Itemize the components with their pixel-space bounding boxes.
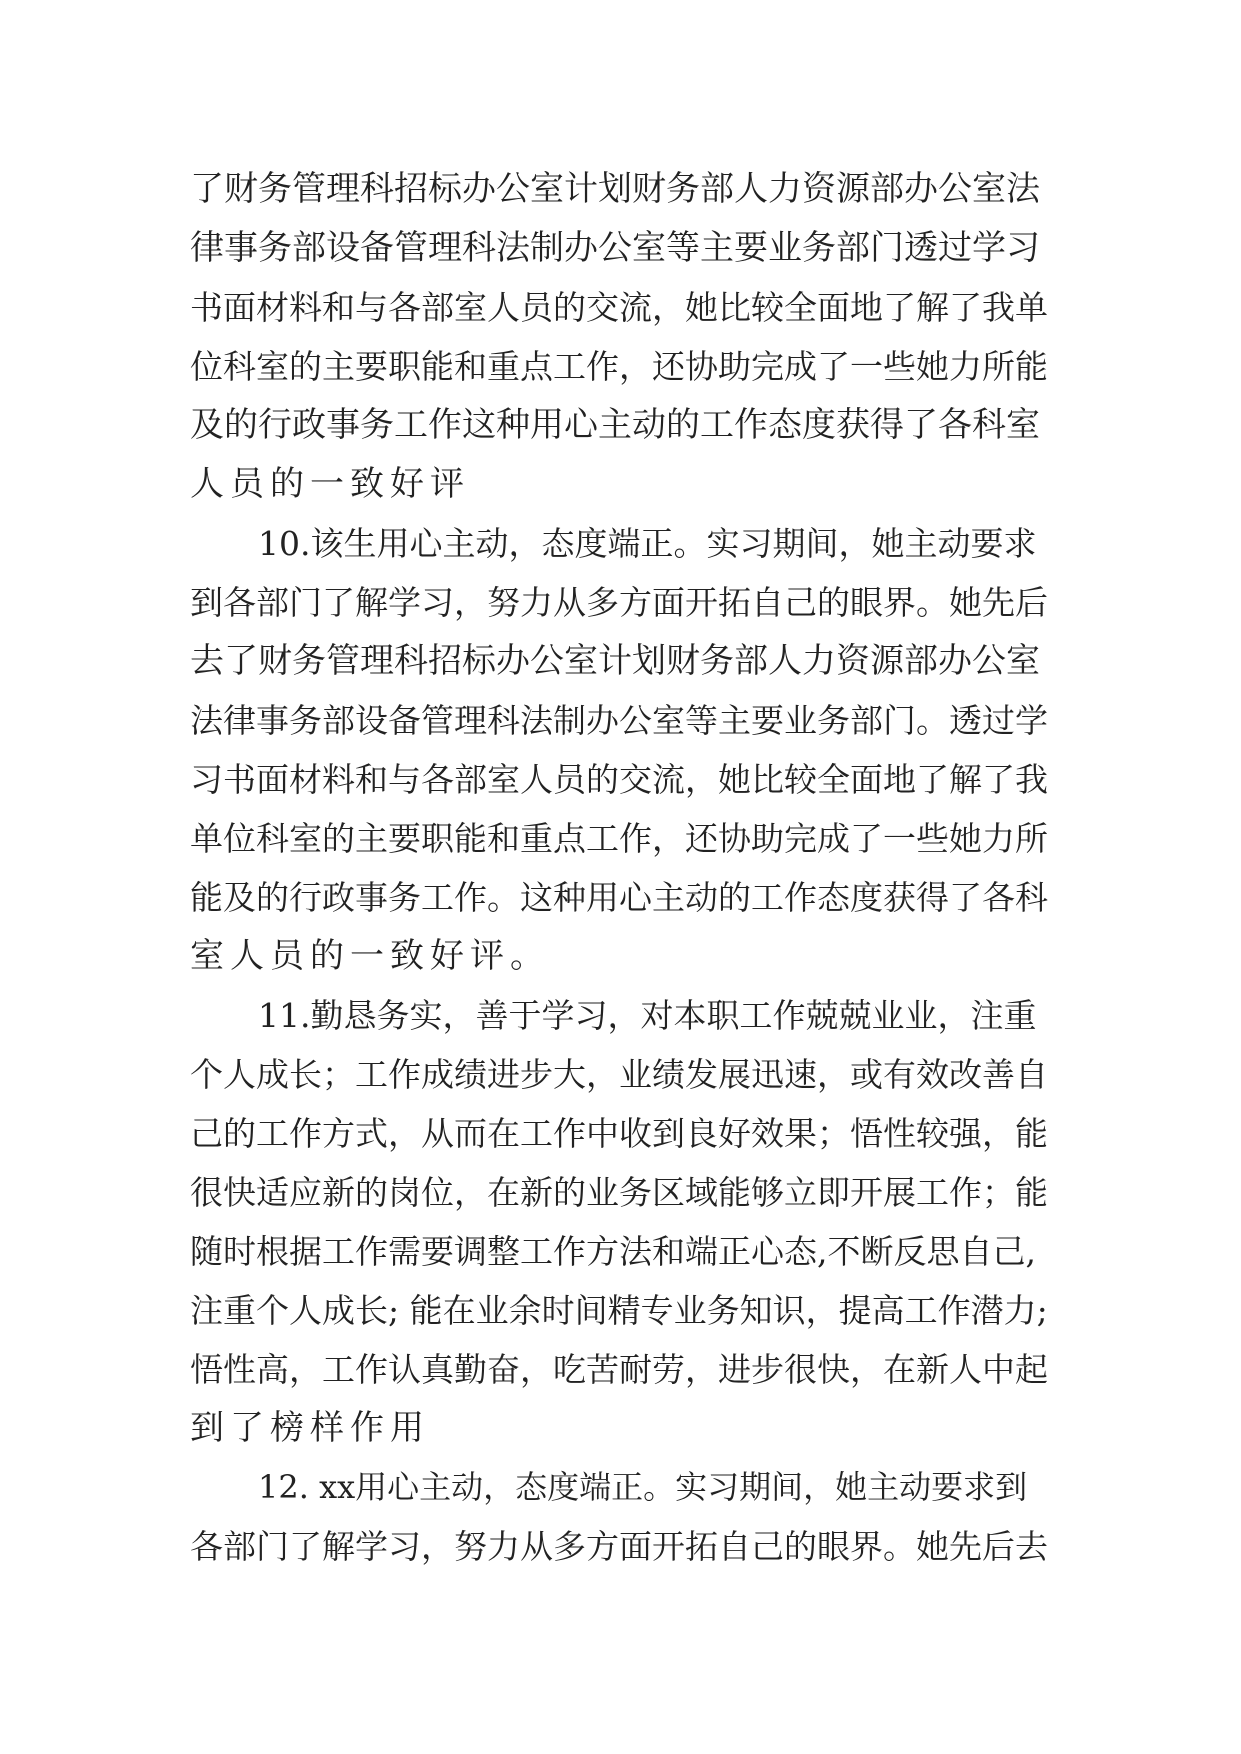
text-line: 律事务部设备管理科法制办公室等主要业务部门透过学习	[190, 228, 1040, 268]
text-line: 室人员的一致好评。	[190, 936, 550, 976]
text-line: 随时根据工作需要调整工作方法和端正心态,不断反思自己,	[190, 1232, 1036, 1271]
text-line: 很快适应新的岗位，在新的业务区域能够立即开展工作；能	[190, 1173, 1048, 1212]
text-line: 去了财务管理科招标办公室计划财务部人力资源部办公室	[190, 641, 1040, 681]
text-line: 到各部门了解学习，努力从多方面开拓自己的眼界。她先后	[190, 583, 1048, 622]
text-line: 了财务管理科招标办公室计划财务部人力资源部办公室法	[190, 169, 1040, 209]
text-line: 能及的行政事务工作。这种用心主动的工作态度获得了各科	[190, 878, 1048, 917]
text-line: 悟性高，工作认真勤奋，吃苦耐劳，进步很快，在新人中起	[190, 1350, 1048, 1389]
text-line: 位科室的主要职能和重点工作，还协助完成了一些她力所能	[190, 347, 1048, 386]
paragraph-start-11: 11.勤恳务实，善于学习，对本职工作兢兢业业，注重	[258, 996, 1037, 1035]
text-line: 各部门了解学习，努力从多方面开拓自己的眼界。她先后去	[190, 1527, 1048, 1566]
text-line: 单位科室的主要职能和重点工作，还协助完成了一些她力所	[190, 819, 1048, 858]
text-line: 人员的一致好评	[190, 464, 470, 504]
text-line: 己的工作方式，从而在工作中收到良好效果；悟性较强，能	[190, 1114, 1048, 1153]
paragraph-start-12: 12. xx用心主动，态度端正。实习期间，她主动要求到	[258, 1468, 1028, 1506]
text-line: 到了榜样作用	[190, 1408, 430, 1448]
text-line: 注重个人成长; 能在业余时间精专业务知识，提高工作潜力;	[190, 1291, 1048, 1330]
text-line: 书面材料和与各部室人员的交流，她比较全面地了解了我单	[190, 288, 1048, 327]
text-line: 个人成长；工作成绩进步大，业绩发展迅速，或有效改善自	[190, 1055, 1048, 1094]
text-line: 法律事务部设备管理科法制办公室等主要业务部门。透过学	[190, 701, 1048, 740]
text-line: 习书面材料和与各部室人员的交流，她比较全面地了解了我	[190, 760, 1048, 799]
text-line: 及的行政事务工作这种用心主动的工作态度获得了各科室	[190, 405, 1040, 445]
paragraph-start-10: 10.该生用心主动，态度端正。实习期间，她主动要求	[258, 524, 1037, 563]
document-body	[190, 160, 1050, 1576]
